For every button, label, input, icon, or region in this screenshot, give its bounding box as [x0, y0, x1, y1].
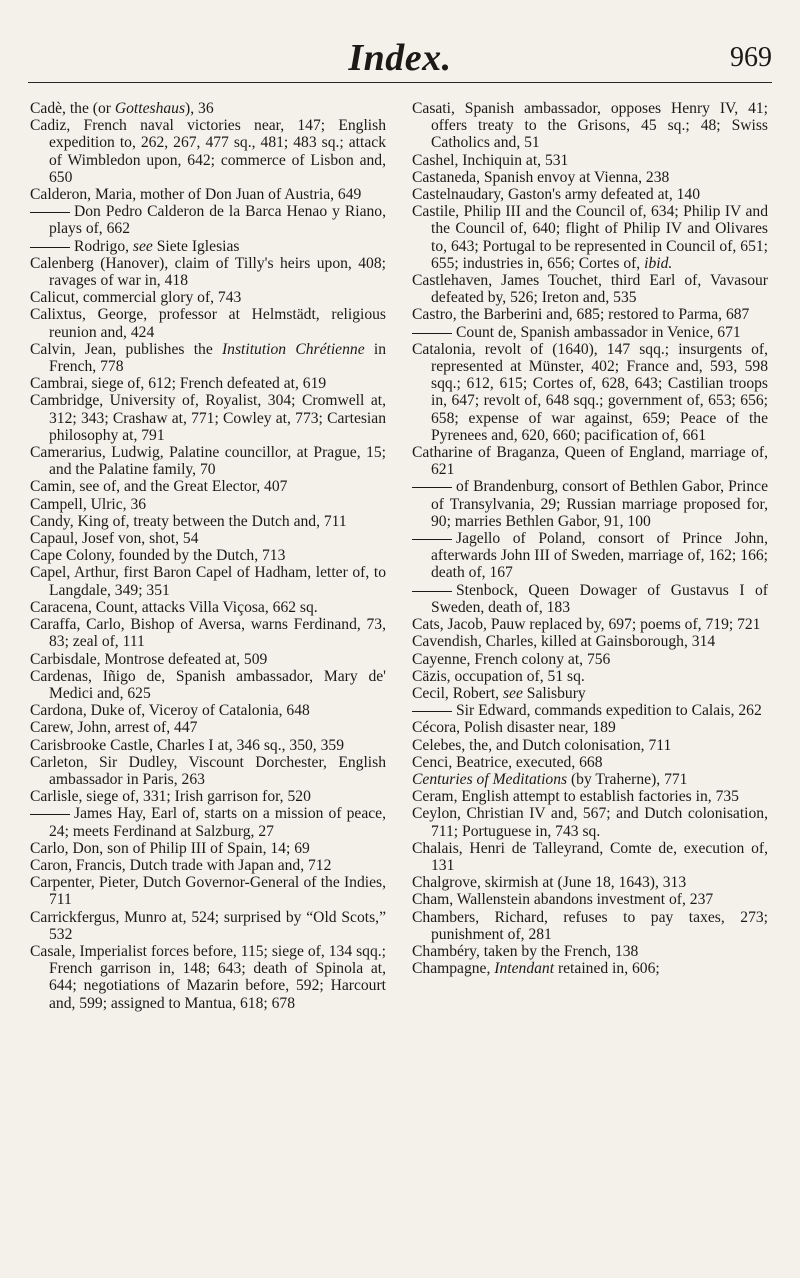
index-entry — [412, 840, 768, 874]
entry-text: of Brandenburg, consort of Bethlen Gabor, Prince of Transylvania, 29; Russian marriage proposed for, 90; marries Bethlen Gabor, 91, 100 — [431, 478, 768, 530]
index-entry — [30, 117, 386, 186]
entry-text: Cambrai, siege of, 612; French defeated at, 619 — [30, 375, 327, 393]
entry-text: Cashel, Inchiquin at, 531 — [412, 151, 569, 169]
entry-text: Campell, Ulric, 36 — [30, 495, 147, 513]
index-entry — [412, 668, 768, 685]
entry-text: Calicut, commercial glory of, 743 — [30, 289, 242, 307]
index-entry — [412, 478, 768, 530]
index-column-left — [30, 100, 386, 1012]
entry-text: Cadiz, French naval victories near, 147; English expedition to, 262, 267, 477 sq., 481; 483 sq.; attack of Wimbledon upon, 642; commerce of Lisbon and, 650 — [30, 117, 386, 186]
entry-text: Caracena, Count, attacks Villa Viçosa, 662 sq. — [30, 598, 318, 616]
ditto-dash — [30, 212, 70, 213]
index-entry — [412, 702, 768, 719]
entry-text: Candy, King of, treaty between the Dutch and, 711 — [30, 512, 347, 530]
index-entry — [30, 909, 386, 943]
ditto-dash — [412, 487, 452, 488]
index-entry — [30, 737, 386, 754]
entry-text: Calixtus, George, professor at Helmstädt, religious reunion and, 424 — [30, 306, 386, 341]
index-entry — [30, 564, 386, 598]
index-entry — [412, 203, 768, 272]
entry-text: Jagello of Poland, consort of Prince John, afterwards John III of Sweden, marriage of, 162; 166; death of, 167 — [431, 530, 768, 582]
index-column-right — [412, 100, 768, 977]
entry-italic-text: see — [502, 684, 523, 702]
entry-italic-text: Institution Chrétienne — [221, 340, 365, 358]
index-entry — [30, 186, 386, 203]
index-entry — [30, 599, 386, 616]
entry-text-continued: Siete Iglesias — [152, 237, 240, 255]
index-entry — [30, 547, 386, 564]
index-entry — [30, 496, 386, 513]
index-entry — [30, 392, 386, 444]
entry-text: Camin, see of, and the Great Elector, 407 — [30, 478, 288, 496]
entry-text: Capaul, Josef von, shot, 54 — [30, 530, 199, 548]
page-title: Index. — [348, 37, 452, 79]
index-entry — [412, 444, 768, 478]
entry-text: Rodrigo, — [74, 237, 133, 255]
entry-text: Carew, John, arrest of, 447 — [30, 719, 198, 737]
index-entry — [30, 255, 386, 289]
entry-text: Casati, Spanish ambassador, opposes Henry IV, 41; offers treaty to the Grisons, 45 sq.; 48; Swiss Catholics and, 51 — [412, 100, 768, 152]
index-entry — [30, 857, 386, 874]
entry-text: Calenberg (Hanover), claim of Tilly's heirs upon, 408; ravages of war in, 418 — [30, 254, 386, 290]
entry-text: Cecil, Robert, — [412, 684, 503, 702]
index-entry — [30, 616, 386, 650]
index-entry — [412, 771, 768, 788]
entry-text: Carpenter, Pieter, Dutch Governor-General of the Indies, 711 — [30, 874, 386, 909]
entry-text: Chambéry, taken by the French, 138 — [412, 942, 639, 960]
entry-text: Castelnaudary, Gaston's army defeated at, 140 — [412, 186, 701, 204]
entry-text: Carrickfergus, Munro at, 524; surprised by “Old Scots,” 532 — [30, 908, 386, 943]
index-entry — [412, 633, 768, 650]
index-entry — [412, 788, 768, 805]
entry-italic-text: ibid. — [644, 254, 673, 272]
entry-text: Cäzis, occupation of, 51 sq. — [412, 667, 585, 685]
index-entry — [412, 582, 768, 616]
entry-text: Castro, the Barberini and, 685; restored to Parma, 687 — [412, 306, 750, 324]
ditto-dash — [412, 333, 452, 334]
entry-text: Don Pedro Calderon de la Barca Henao y Riano, plays of, 662 — [49, 203, 386, 238]
index-entry — [412, 186, 768, 203]
index-entry — [30, 788, 386, 805]
entry-text: Caron, Francis, Dutch trade with Japan and, 712 — [30, 856, 332, 874]
entry-text: Castile, Philip III and the Council of, 634; Philip IV and the Council of, 640; flight of Philip IV and Olivares to, 643; Portugal to be represented in Council of, 651; 655; industries in, 656; Cortes of, — [412, 203, 768, 272]
entry-text: Castaneda, Spanish envoy at Vienna, 238 — [412, 168, 670, 186]
index-entry — [30, 805, 386, 839]
entry-text: Stenbock, Queen Dowager of Gustavus I of Sweden, death of, 183 — [431, 581, 768, 616]
index-entry — [30, 203, 386, 237]
entry-text: Count de, Spanish ambassador in Venice, 671 — [456, 323, 741, 341]
index-entry — [30, 754, 386, 788]
index-entry — [412, 909, 768, 943]
ditto-dash — [30, 814, 70, 815]
entry-text: Cavendish, Charles, killed at Gainsborough, 314 — [412, 633, 716, 651]
index-entry — [30, 289, 386, 306]
index-entry — [412, 685, 768, 702]
index-entry — [412, 616, 768, 633]
entry-text: Carlisle, siege of, 331; Irish garrison for, 520 — [30, 788, 311, 806]
entry-text: Cayenne, French colony at, 756 — [412, 650, 611, 668]
index-entry — [30, 100, 386, 117]
ditto-dash — [412, 591, 452, 592]
entry-italic-text: Gotteshaus — [114, 100, 186, 117]
index-entry — [30, 668, 386, 702]
index-entry — [30, 513, 386, 530]
entry-text: Cécora, Polish disaster near, 189 — [412, 719, 616, 737]
index-entry — [412, 805, 768, 839]
index-entry — [412, 341, 768, 444]
page-number: 969 — [730, 42, 772, 73]
entry-text: Catalonia, revolt of (1640), 147 sqq.; insurgents of, represented at Münster, 402; France and, 593, 598 sqq.; 612, 615; Cortes of, 628, 643; Castilian troops in, 647; revolt of, 648 sqq.; government of, 653; 656; 658; expense of war against, 659; Peace of the Pyrenees and, 620, 660; pacification of, 661 — [412, 340, 768, 444]
index-entry — [30, 874, 386, 908]
entry-text: Chalgrove, skirmish at (June 18, 1643), 313 — [412, 874, 687, 892]
entry-text: Cenci, Beatrice, executed, 668 — [412, 753, 603, 771]
entry-text: Capel, Arthur, first Baron Capel of Hadham, letter of, to Langdale, 349; 351 — [30, 564, 386, 599]
index-entry — [30, 840, 386, 857]
index-entry — [412, 169, 768, 186]
entry-text: Camerarius, Ludwig, Palatine councillor, at Prague, 15; and the Palatine family, 70 — [30, 444, 386, 479]
entry-text-continued: Salisbury — [522, 684, 586, 702]
index-entry — [412, 719, 768, 736]
index-entry — [30, 651, 386, 668]
index-entry — [30, 530, 386, 547]
entry-text: Cardona, Duke of, Viceroy of Catalonia, 648 — [30, 702, 310, 720]
index-entry — [412, 943, 768, 960]
entry-text: Carlo, Don, son of Philip III of Spain, 14; 69 — [30, 839, 310, 857]
entry-text: Castlehaven, James Touchet, third Earl of, Vavasour defeated by, 526; Ireton and, 535 — [412, 272, 768, 307]
index-entry — [412, 891, 768, 908]
index-entry — [30, 719, 386, 736]
entry-text: Cape Colony, founded by the Dutch, 713 — [30, 547, 286, 565]
index-entry — [412, 651, 768, 668]
index-entry — [412, 874, 768, 891]
index-entry — [30, 943, 386, 1012]
entry-text: Chambers, Richard, refuses to pay taxes, 273; punishment of, 281 — [412, 908, 768, 943]
entry-text: Cham, Wallenstein abandons investment of, 237 — [412, 891, 714, 909]
entry-text: Celebes, the, and Dutch colonisation, 711 — [412, 736, 672, 754]
index-entry — [412, 152, 768, 169]
index-entry — [412, 100, 768, 152]
entry-text: Carleton, Sir Dudley, Viscount Dorchester, English ambassador in Paris, 263 — [30, 753, 386, 788]
index-entry — [412, 530, 768, 582]
index-entry — [30, 478, 386, 495]
index-entry — [30, 702, 386, 719]
index-entry — [30, 341, 386, 375]
entry-text: Chalais, Henri de Talleyrand, Comte de, execution of, 131 — [412, 839, 768, 874]
index-entry — [412, 324, 768, 341]
entry-text-continued: (by Traherne), 771 — [567, 770, 688, 788]
entry-text: Champagne, — [412, 960, 495, 978]
entry-text: Ceylon, Christian IV and, 567; and Dutch colonisation, 711; Portuguese in, 743 sq. — [412, 805, 768, 840]
entry-italic-text: see — [132, 237, 153, 255]
entry-text: Sir Edward, commands expedition to Calais, 262 — [456, 702, 762, 720]
ditto-dash — [30, 247, 70, 248]
entry-text: Catharine of Braganza, Queen of England, marriage of, 621 — [412, 444, 768, 479]
entry-text: Cardenas, Iñigo de, Spanish ambassador, Mary de' Medici and, 625 — [30, 667, 386, 702]
entry-text: Caraffa, Carlo, Bishop of Aversa, warns Ferdinand, 73, 83; zeal of, 111 — [30, 616, 386, 651]
entry-text: James Hay, Earl of, starts on a mission of peace, 24; meets Ferdinand at Salzburg, 27 — [49, 805, 386, 840]
entry-text: Cambridge, University of, Royalist, 304; Cromwell at, 312; 343; Crashaw at, 771; Cowley at, 773; Cartesian philosophy at, 791 — [30, 392, 386, 444]
index-entry — [412, 960, 768, 977]
entry-text: Carisbrooke Castle, Charles I at, 346 sq., 350, 359 — [30, 736, 344, 754]
index-entry — [412, 306, 768, 323]
entry-text: Calderon, Maria, mother of Don Juan of Austria, 649 — [30, 186, 362, 204]
page-header — [28, 18, 772, 83]
entry-text-continued: ), 36 — [185, 100, 214, 117]
entry-text: Calvin, Jean, publishes the — [30, 340, 222, 358]
index-entry — [30, 238, 386, 255]
index-entry — [30, 375, 386, 392]
entry-text: Casale, Imperialist forces before, 115; siege of, 134 sqq.; French garrison in, 148; 643; death of Spinola at, 644; negotiations of Mazarin before, 592; Harcourt and, 599; assigned to Mantua, 618; 678 — [30, 942, 386, 1012]
index-entry — [412, 754, 768, 771]
index-entry — [412, 737, 768, 754]
entry-text-continued: retained in, 606; — [554, 960, 660, 978]
entry-italic-text: Centuries of Meditations — [412, 770, 568, 788]
index-entry — [30, 306, 386, 340]
entry-italic-text: Intendant — [494, 960, 555, 978]
ditto-dash — [412, 711, 452, 712]
ditto-dash — [412, 539, 452, 540]
entry-text: Carbisdale, Montrose defeated at, 509 — [30, 650, 268, 668]
entry-text-continued: in French, 778 — [49, 340, 386, 376]
index-entry — [412, 272, 768, 306]
entry-text: Ceram, English attempt to establish factories in, 735 — [412, 788, 739, 806]
entry-text: Cadè, the (or — [30, 100, 115, 117]
index-entry — [30, 444, 386, 478]
entry-text: Cats, Jacob, Pauw replaced by, 697; poems of, 719; 721 — [412, 616, 761, 634]
